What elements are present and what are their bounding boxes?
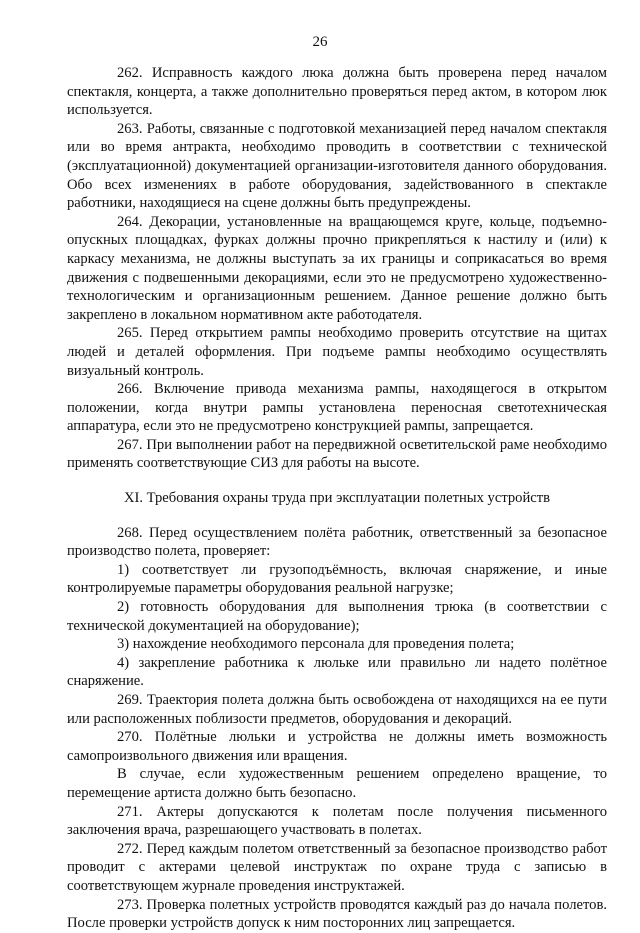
paragraph-272: 272. Перед каждым полетом ответственный за безопасное производство работ проводит с актерами целевой инструктаж по охране труда с записью в соответствующем журнале проведения инструктажей.: [67, 840, 607, 894]
page-number: 26: [312, 34, 328, 50]
paragraph-264: 264. Декорации, установленные на вращающемся круге, кольце, подъемно-опускных площадках, фурках должны прочно прикрепляться к настилу и (или) к каркасу механизма, не должны выступать за их границы и соприкасаться во время движения с подвешенными декорациями, если это не предусмотрено художественно-технологическим и организационным решением. Данное решение должно быть закреплено в локальном нормативном акте работодателя.: [67, 213, 607, 323]
list-item-3: 3) нахождение необходимого персонала для проведения полета;: [117, 636, 515, 653]
paragraph-263: 263. Работы, связанные с подготовкой механизацией перед началом спектакля или во время антракта, необходимо проводить в соответствии с технической (эксплуатационной) документацией организации-изготовителя данного оборудования. Обо всех изменениях в работе оборудования, задействованного в спектакле работники, находящиеся на сцене должны быть предупреждены.: [67, 120, 607, 212]
paragraph-269: 269. Траектория полета должна быть освобождена от находящихся на ее пути или расположенных поблизости предметов, оборудования и декораций.: [67, 692, 607, 727]
paragraph-268: 268. Перед осуществлением полёта работник, ответственный за безопасное производство полета, проверяет:: [67, 524, 607, 560]
list-item-2: 2) готовность оборудования для выполнения трюка (в соответствии с технической документацией на оборудование);: [67, 599, 607, 634]
list-item-1: 1) соответствует ли грузоподъёмность, включая снаряжение, и иные контролируемые параметры оборудования реальной нагрузке;: [67, 561, 607, 597]
document-body: [67, 64, 607, 933]
paragraph-270: 270. Полётные люльки и устройства не должны иметь возможность самопроизвольного движения или вращения.: [67, 729, 607, 764]
paragraph-270-continued: В случае, если художественным решением определено вращение, то перемещение артиста должно быть безопасно.: [67, 766, 607, 801]
paragraph-267: 267. При выполнении работ на передвижной осветительской раме необходимо применять соответствующие СИЗ для работы на высоте.: [67, 436, 607, 472]
paragraph-266: 266. Включение привода механизма рампы, находящегося в открытом положении, когда внутри рампы установлена переносная светотехническая аппаратура, если это не предусмотрено конструкцией рампы, запрещается.: [67, 381, 607, 435]
paragraph-273: 273. Проверка полетных устройств проводятся каждый раз до начала полетов. После проверки устройств допуск к ним посторонних лиц запрещается.: [67, 896, 607, 932]
section-title: XI. Требования охраны труда при эксплуатации полетных устройств: [123, 490, 551, 507]
list-item-4: 4) закрепление работника к люльке или правильно ли надето полётное снаряжение.: [67, 654, 607, 690]
paragraph-265: 265. Перед открытием рампы необходимо проверить отсутствие на щитах людей и деталей оформления. При подъеме рампы необходимо осуществлять визуальный контроль.: [67, 325, 607, 379]
paragraph-262: 262. Исправность каждого люка должна быть проверена перед началом спектакля, концерта, а также дополнительно проверяться перед актом, в котором люк используется.: [67, 65, 607, 119]
paragraph-271: 271. Актеры допускаются к полетам после получения письменного заключения врача, разрешающего участвовать в полетах.: [67, 803, 607, 839]
